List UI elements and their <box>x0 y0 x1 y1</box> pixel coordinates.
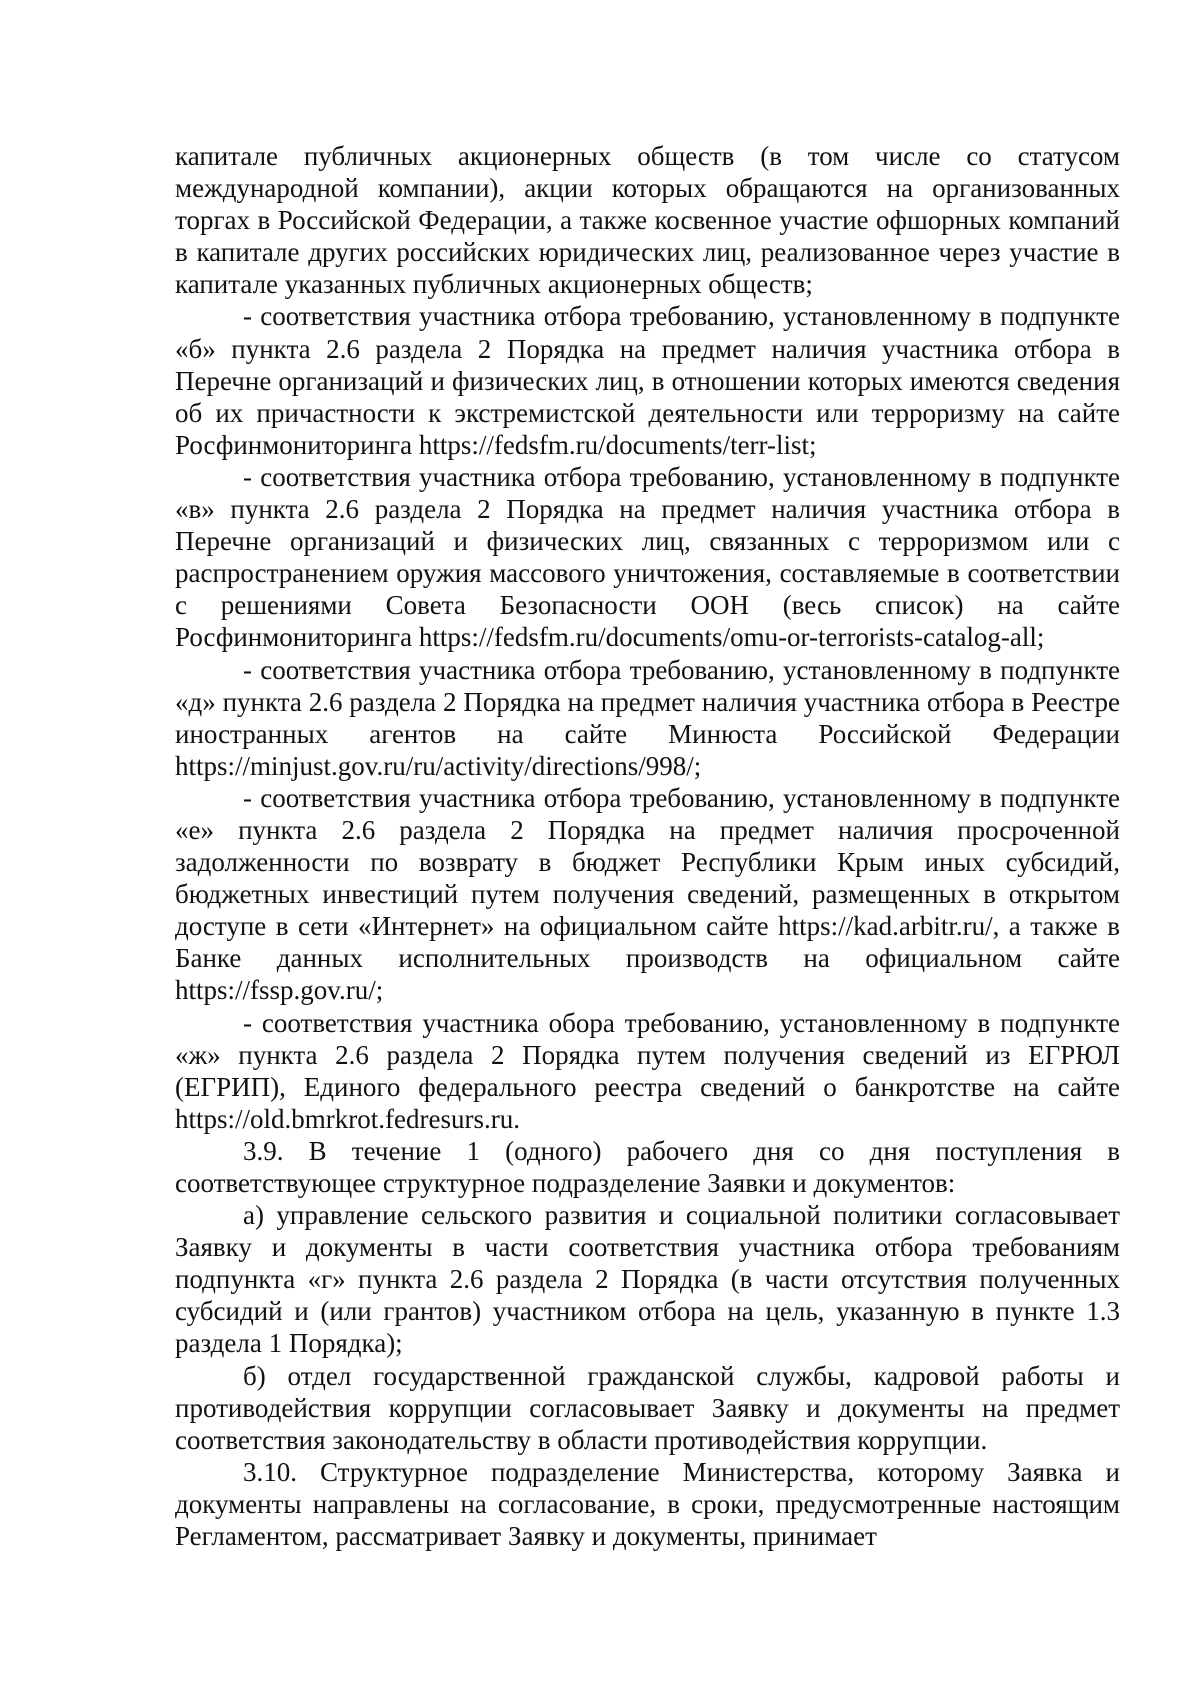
paragraph-section-3-10: 3.10. Структурное подразделение Министерства, которому Заявка и документы направлены на согласование, в сроки, предусмотренные настоящим Регламентом, рассматривает Заявку и документы, принимает <box>175 1456 1120 1552</box>
paragraph-continuation: капитале публичных акционерных обществ (в том числе со статусом международной компании), акции которых обращаются на организованных торгах в Российской Федерации, а также косвенное участие офшорных компаний в капитале других российских юридических лиц, реализованное через участие в капитале указанных публичных акционерных обществ; <box>175 141 1120 300</box>
paragraph-item-v: - соответствия участника отбора требованию, установленному в подпункте «в» пункта 2.6 раздела 2 Порядка на предмет наличия участника отбора в Перечне организаций и физических лиц, связанных с терроризмом или с распространением оружия массового уничтожения, составляемые в соответствии с решениями Совета Безопасности ООН (весь список) на сайте Росфинмониторинга https://fedsfm.ru/documents/omu-or-terrorists-catalog-all; <box>175 461 1120 653</box>
paragraph-section-3-9: 3.9. В течение 1 (одного) рабочего дня со дня поступления в соответствующее структурное подразделение Заявки и документов: <box>175 1135 1120 1198</box>
document-body <box>175 140 1120 1552</box>
paragraph-item-d: - соответствия участника отбора требованию, установленному в подпункте «д» пункта 2.6 раздела 2 Порядка на предмет наличия участника отбора в Реестре иностранных агентов на сайте Минюста Российской Федерации https://minjust.gov.ru/ru/activity/directions/998/; <box>175 654 1120 781</box>
paragraph-3-9-b: б) отдел государственной гражданской службы, кадровой работы и противодействия коррупции согласовывает Заявку и документы на предмет соответствия законодательству в области противодействия коррупции. <box>175 1360 1120 1455</box>
paragraph-item-zh: - соответствия участника обора требованию, установленному в подпункте «ж» пункта 2.6 раздела 2 Порядка путем получения сведений из ЕГРЮЛ (ЕГРИП), Единого федерального реестра сведений о банкротстве на сайте https://old.bmrkrot.fedresurs.ru. <box>175 1007 1120 1134</box>
paragraph-item-e: - соответствия участника отбора требованию, установленному в подпункте «е» пункта 2.6 раздела 2 Порядка на предмет наличия просроченной задолженности по возврату в бюджет Республики Крым иных субсидий, бюджетных инвестиций путем получения сведений, размещенных в открытом доступе в сети «Интернет» на официальном сайте https://kad.arbitr.ru/, а также в Банке данных исполнительных производств на официальном сайте https://fssp.gov.ru/; <box>175 782 1120 1006</box>
paragraph-3-9-a: а) управление сельского развития и социальной политики согласовывает Заявку и документы в части соответствия участника отбора требованиям подпункта «г» пункта 2.6 раздела 2 Порядка (в части отсутствия полученных субсидий и (или грантов) участником отбора на цель, указанную в пункте 1.3 раздела 1 Порядка); <box>175 1200 1120 1359</box>
paragraph-item-b: - соответствия участника отбора требованию, установленному в подпункте «б» пункта 2.6 раздела 2 Порядка на предмет наличия участника отбора в Перечне организаций и физических лиц, в отношении которых имеются сведения об их причастности к экстремистской деятельности или терроризму на сайте Росфинмониторинга https://fedsfm.ru/documents/terr-list; <box>175 301 1120 460</box>
